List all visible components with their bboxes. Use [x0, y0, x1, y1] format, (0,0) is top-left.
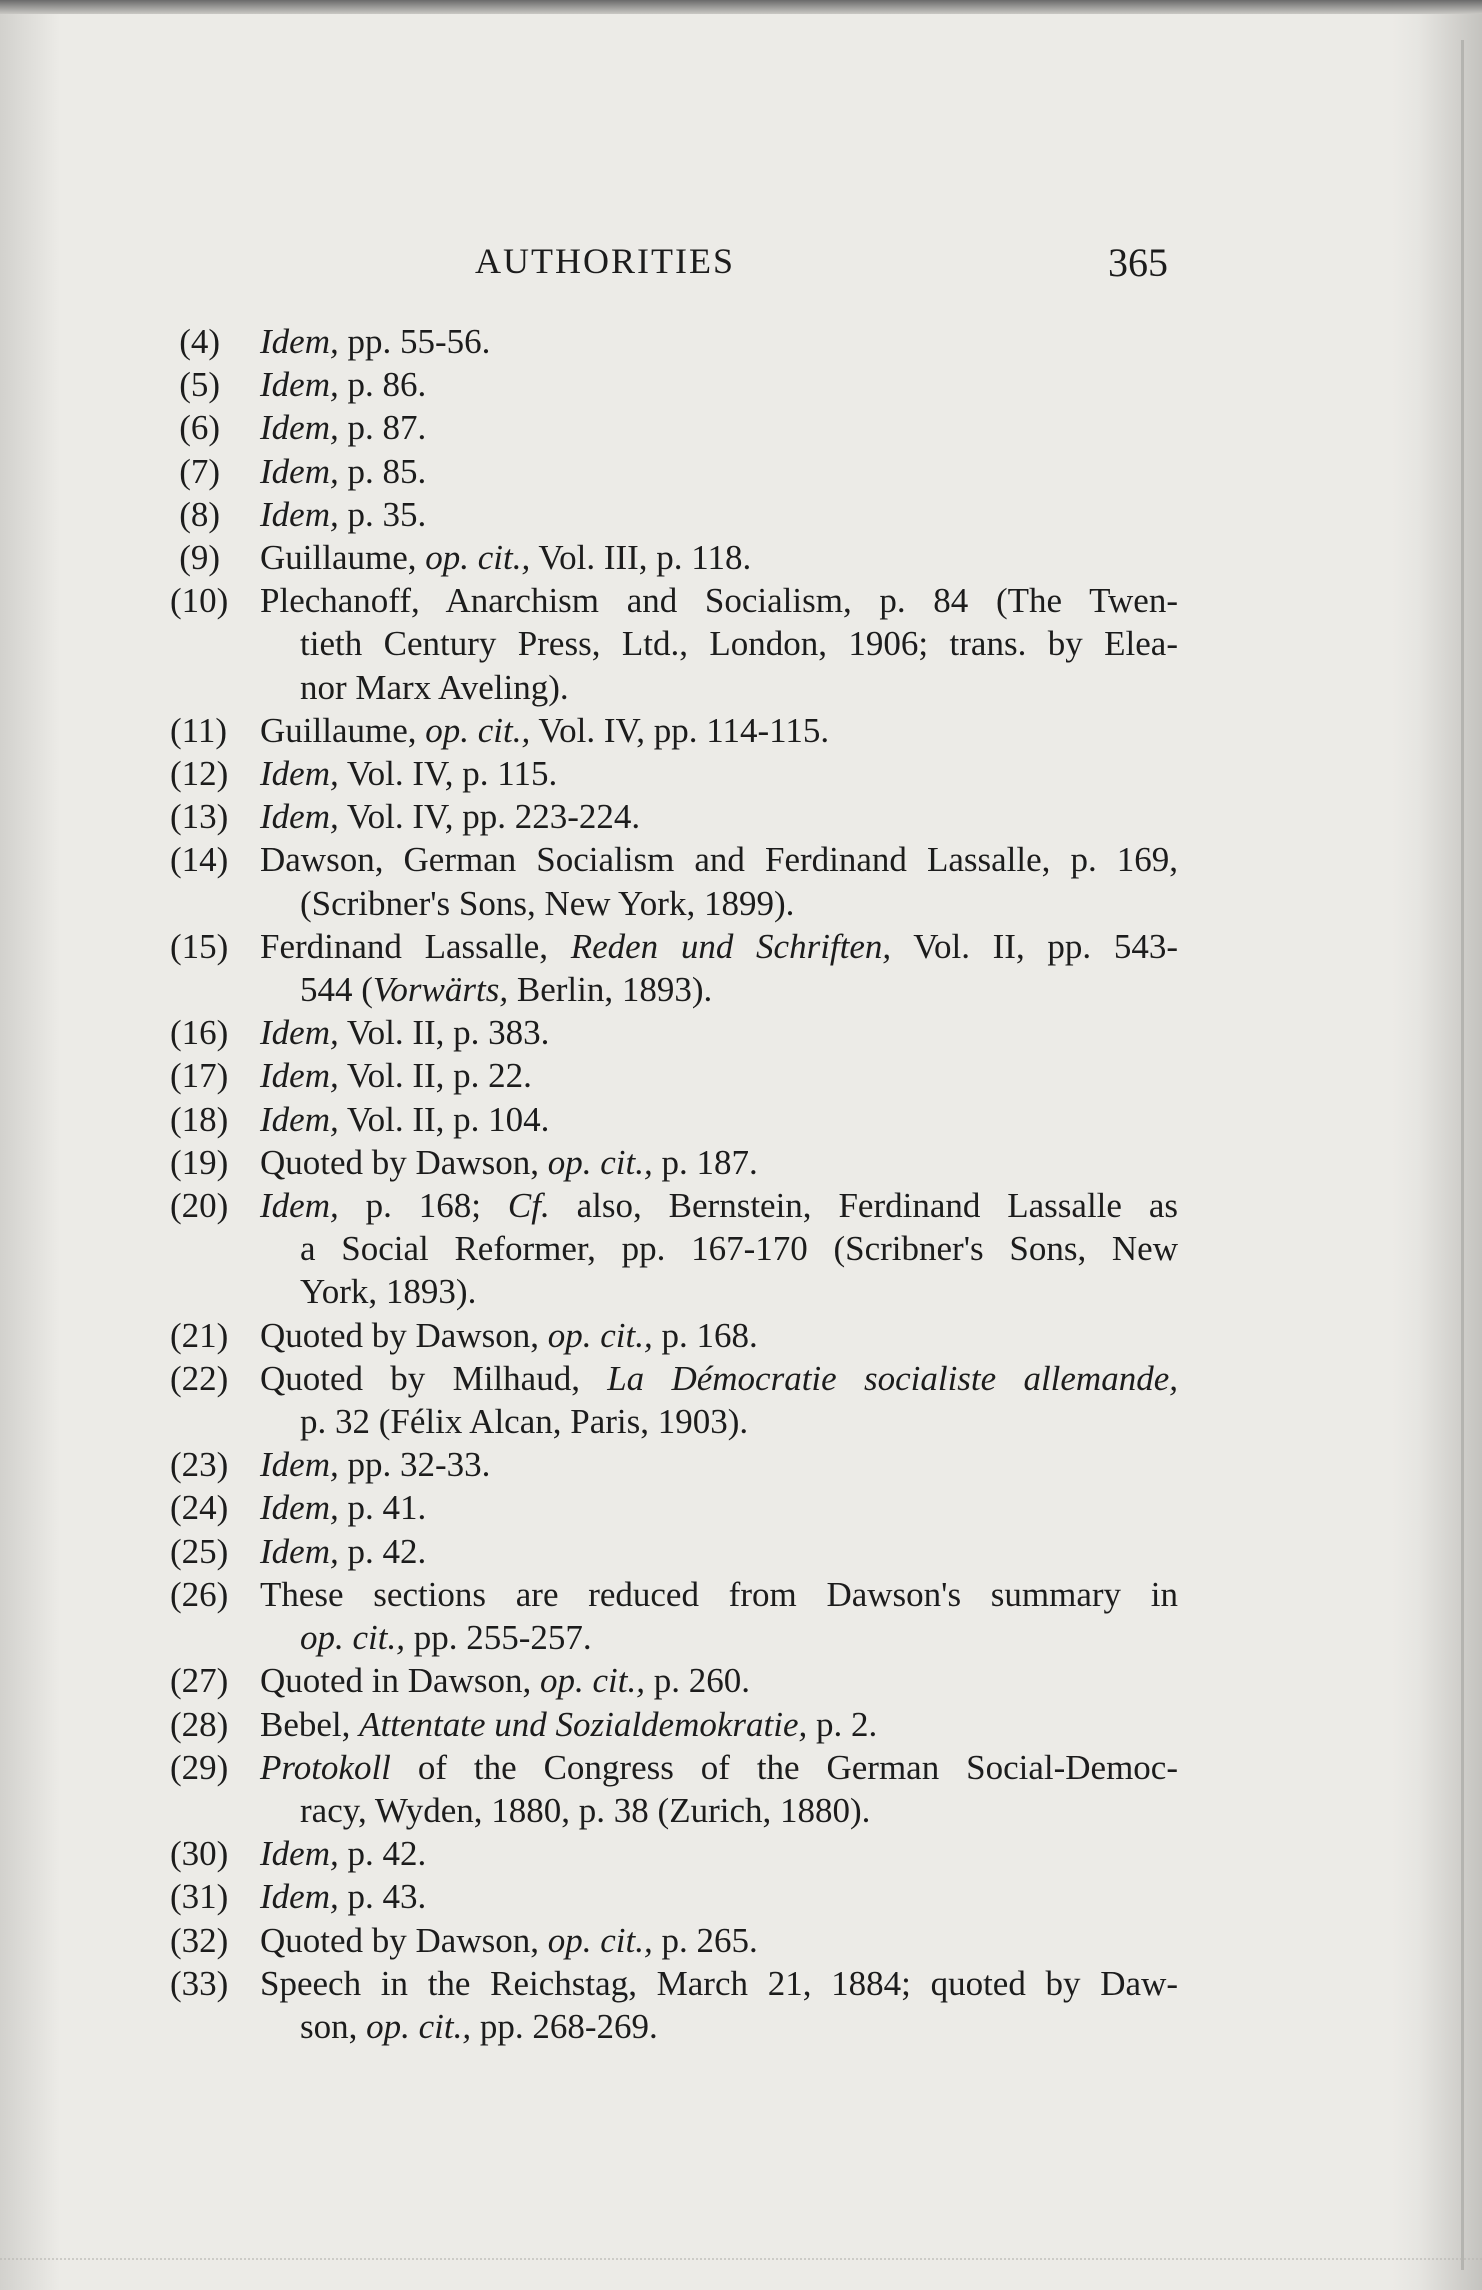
italic-segment: Idem,: [260, 1056, 339, 1096]
footnote-item: [178, 536, 1178, 579]
text-segment: tieth Century Press, Ltd., London, 1906; trans. by Elea-: [300, 624, 1178, 664]
text-segment: a Social Reformer, pp. 167-170 (Scribner's Sons, New: [300, 1229, 1178, 1269]
italic-segment: Idem,: [260, 1013, 339, 1053]
footnote-number: (6): [179, 408, 220, 448]
footnote-line: [260, 1054, 1178, 1097]
italic-segment: Idem,: [260, 754, 339, 794]
text-segment: p. 85.: [338, 451, 427, 491]
footnote-line: [260, 666, 1178, 709]
footnote-text: [260, 1098, 1178, 1141]
footnote-line: [260, 579, 1178, 622]
italic-segment: Idem,: [260, 408, 339, 448]
italic-segment: Idem,: [260, 1834, 339, 1874]
footnote-number: (9): [179, 538, 220, 578]
page-number: 365: [1108, 240, 1168, 285]
text-segment: p. 260.: [644, 1661, 750, 1701]
text-segment: p. 42.: [338, 1834, 427, 1874]
text-segment: racy, Wyden, 1880, p. 38 (Zurich, 1880).: [300, 1790, 871, 1830]
footnote-line: [260, 1875, 1178, 1918]
text-segment: nor Marx Aveling).: [300, 667, 569, 707]
italic-segment: op. cit.,: [425, 538, 531, 578]
text-segment: p. 35.: [338, 494, 427, 534]
footnote-item: [170, 1832, 1178, 1875]
footnote-text: [260, 1184, 1178, 1314]
footnote-item: [170, 709, 1178, 752]
footnote-text: [260, 838, 1178, 924]
footnote-number: (21): [170, 1315, 229, 1355]
footnote-line: [260, 1011, 1178, 1054]
text-segment: Dawson, German Socialism and Ferdinand Lassalle, p. 169,: [260, 840, 1178, 880]
italic-segment: Idem,: [260, 1186, 339, 1226]
text-segment: pp. 255-257.: [404, 1618, 592, 1658]
footnote-text: [260, 536, 1178, 579]
footnote-item: [170, 925, 1179, 1011]
text-segment: p. 87.: [338, 408, 427, 448]
footnote-line: [260, 450, 1178, 493]
footnote-item: [170, 752, 1178, 795]
footnote-item: [170, 1962, 1178, 2048]
footnote-number: (25): [170, 1531, 229, 1571]
italic-segment: Reden und Schriften,: [570, 926, 892, 966]
text-segment: Bebel,: [260, 1704, 360, 1744]
text-segment: Berlin, 1893).: [508, 970, 713, 1010]
footnote-item: [170, 1357, 1178, 1443]
footnote-item: [170, 1875, 1178, 1918]
footnote-item: [170, 1659, 1178, 1702]
footnote-text: [260, 1141, 1178, 1184]
text-segment: p. 187.: [652, 1142, 758, 1182]
footnote-text: [260, 1703, 1178, 1746]
footnote-line: [260, 1314, 1178, 1357]
footnote-item: [170, 1443, 1178, 1486]
text-segment: These sections are reduced from Dawson's summary in: [260, 1574, 1178, 1614]
footnote-text: [260, 1919, 1178, 1962]
text-segment: Quoted by Milhaud,: [260, 1358, 608, 1398]
footnote-line: [260, 363, 1178, 406]
text-segment: Quoted by Dawson,: [260, 1920, 548, 1960]
footnote-item: [170, 1011, 1178, 1054]
footnote-number: (33): [170, 1963, 229, 2003]
footnote-number: (24): [170, 1488, 229, 1528]
text-segment: of the Congress of the German Social-Democ-: [390, 1747, 1178, 1787]
italic-segment: Idem,: [260, 1531, 339, 1571]
text-segment: p. 41.: [338, 1488, 427, 1528]
text-segment: Speech in the Reichstag, March 21, 1884; quoted by Daw-: [260, 1963, 1178, 2003]
text-segment: Vol. II, p. 22.: [338, 1056, 532, 1096]
text-segment: Plechanoff, Anarchism and Socialism, p. 84 (The Twen-: [260, 581, 1178, 621]
footnote-item: [170, 1141, 1178, 1184]
footnote-item: [170, 1098, 1178, 1141]
footnote-text: [260, 1573, 1178, 1659]
footnote-item: [178, 493, 1178, 536]
text-segment: Guillaume,: [260, 538, 426, 578]
footnote-text: [260, 1875, 1178, 1918]
footnote-number: (16): [170, 1013, 229, 1053]
footnote-line: [260, 536, 1178, 579]
text-segment: p. 42.: [338, 1531, 427, 1571]
footnote-item: [170, 1573, 1178, 1659]
footnote-text: [260, 493, 1178, 536]
italic-segment: Attentate und Sozialdemokratie,: [359, 1704, 808, 1744]
text-segment: p. 168;: [338, 1186, 508, 1226]
footnote-number: (5): [179, 365, 220, 405]
footnote-number: (7): [179, 451, 220, 491]
footnote-line: [260, 1746, 1178, 1789]
footnote-item: [170, 1919, 1178, 1962]
footnote-number: (18): [170, 1099, 229, 1139]
text-segment: Quoted in Dawson,: [260, 1661, 540, 1701]
footnote-item: [178, 320, 1178, 363]
footnote-line: [260, 968, 1178, 1011]
footnote-item: [170, 579, 1178, 709]
italic-segment: Idem,: [260, 1488, 339, 1528]
footnote-number: (29): [170, 1747, 229, 1787]
footnote-number: (14): [170, 840, 229, 880]
footnote-text: [260, 925, 1178, 1011]
text-segment: (Scribner's Sons, New York, 1899).: [300, 883, 795, 923]
italic-segment: op. cit.,: [425, 710, 531, 750]
text-segment: Vol. III, p. 118.: [530, 538, 752, 578]
footnote-number: (13): [170, 797, 229, 837]
footnote-text: [260, 579, 1178, 709]
footnote-text: [260, 709, 1178, 752]
footnote-line: [260, 1270, 1178, 1313]
text-segment: p. 168.: [652, 1315, 758, 1355]
text-segment: 544 (: [300, 970, 373, 1010]
italic-segment: Idem,: [260, 365, 339, 405]
text-segment: p. 265.: [652, 1920, 758, 1960]
text-segment: pp. 268-269.: [471, 2006, 658, 2046]
footnote-item: [170, 795, 1178, 838]
footnote-line: [260, 1227, 1178, 1270]
footnote-line: [260, 752, 1178, 795]
footnote-line: [260, 1443, 1178, 1486]
footnote-number: (30): [170, 1834, 229, 1874]
footnote-line: [260, 1919, 1178, 1962]
footnote-number: (17): [170, 1056, 229, 1096]
footnote-text: [260, 320, 1178, 363]
footnote-item: [170, 1746, 1178, 1832]
footnote-text: [260, 752, 1178, 795]
text-segment: Quoted by Dawson,: [260, 1315, 548, 1355]
text-segment: Vol. II, pp. 543-: [891, 926, 1179, 966]
footnote-item: [170, 1530, 1178, 1573]
text-segment: also, Bernstein, Ferdinand Lassalle as: [549, 1186, 1178, 1226]
italic-segment: Protokoll: [260, 1747, 391, 1787]
italic-segment: Idem,: [260, 451, 339, 491]
footnote-text: [260, 1832, 1178, 1875]
running-title: AUTHORITIES: [475, 241, 735, 281]
footnote-text: [260, 1357, 1178, 1443]
text-segment: p. 2.: [807, 1704, 878, 1744]
italic-segment: Vorwärts,: [372, 970, 509, 1010]
footnote-number: (32): [170, 1920, 229, 1960]
footnote-line: [260, 1962, 1178, 2005]
footnote-line: [260, 1789, 1178, 1832]
footnote-number: (26): [170, 1574, 229, 1614]
footnote-line: [260, 2005, 1178, 2048]
footnote-item: [178, 363, 1178, 406]
footnote-text: [260, 450, 1178, 493]
text-segment: Vol. IV, p. 115.: [338, 754, 558, 794]
running-head: [0, 236, 1482, 286]
text-segment: Quoted by Dawson,: [260, 1142, 548, 1182]
footnote-line: [260, 1573, 1178, 1616]
footnote-line: [260, 882, 1178, 925]
footnote-text: [260, 1962, 1178, 2048]
italic-segment: La Démocratie socialiste allemande,: [607, 1358, 1178, 1398]
footnote-line: [260, 1659, 1178, 1702]
text-segment: Vol. II, p. 383.: [338, 1013, 550, 1053]
footnote-item: [178, 406, 1178, 449]
footnote-line: [260, 493, 1178, 536]
footnote-line: [260, 1357, 1178, 1400]
footnote-item: [170, 1054, 1178, 1097]
text-segment: pp. 55-56.: [338, 322, 491, 361]
footnote-text: [260, 1659, 1178, 1702]
italic-segment: Cf.: [507, 1186, 550, 1226]
footnote-number: (23): [170, 1445, 229, 1485]
footnote-number: (28): [170, 1704, 229, 1744]
footnote-line: [260, 622, 1178, 665]
footnote-number: (27): [170, 1661, 229, 1701]
footnote-item: [170, 1314, 1178, 1357]
italic-segment: op. cit.,: [547, 1315, 653, 1355]
footnote-number: (20): [170, 1186, 229, 1226]
scan-specks: [0, 2250, 1482, 2260]
text-segment: p. 43.: [338, 1877, 427, 1917]
footnote-item: [170, 838, 1178, 924]
footnote-line: [260, 1141, 1178, 1184]
footnote-list: [170, 320, 1179, 2048]
footnote-line: [260, 1486, 1178, 1529]
footnote-line: [260, 1400, 1178, 1443]
footnote-text: [260, 1486, 1178, 1529]
footnote-line: [260, 1703, 1178, 1746]
footnote-line: [260, 709, 1178, 752]
italic-segment: Idem,: [260, 494, 339, 534]
italic-segment: op. cit.,: [547, 1920, 653, 1960]
text-segment: Vol. IV, pp. 223-224.: [338, 797, 641, 837]
footnote-item: [170, 1486, 1178, 1529]
footnote-line: [260, 320, 1178, 363]
text-segment: son,: [300, 2006, 367, 2046]
footnote-number: (11): [170, 710, 228, 750]
footnote-number: (10): [170, 581, 229, 621]
footnote-text: [260, 1530, 1178, 1573]
footnote-line: [260, 838, 1178, 881]
italic-segment: Idem,: [260, 1877, 339, 1917]
footnote-number: (19): [170, 1142, 229, 1182]
italic-segment: Idem,: [260, 1099, 339, 1139]
italic-segment: op. cit.,: [300, 1618, 405, 1658]
footnote-text: [260, 1054, 1178, 1097]
text-segment: York, 1893).: [300, 1272, 477, 1312]
footnote-number: (12): [170, 754, 229, 794]
text-segment: Guillaume,: [260, 710, 426, 750]
italic-segment: Idem,: [260, 1445, 339, 1485]
footnote-number: (22): [170, 1358, 229, 1398]
footnote-text: [260, 406, 1178, 449]
text-segment: Vol. II, p. 104.: [338, 1099, 550, 1139]
text-segment: p. 86.: [338, 365, 427, 405]
footnote-line: [260, 1832, 1178, 1875]
text-segment: pp. 32-33.: [338, 1445, 491, 1485]
footnote-text: [260, 363, 1178, 406]
italic-segment: Idem,: [260, 322, 339, 361]
footnote-line: [260, 795, 1178, 838]
footnote-number: (15): [170, 926, 229, 966]
footnote-text: [260, 795, 1178, 838]
footnote-line: [260, 1184, 1178, 1227]
footnote-number: (31): [170, 1877, 229, 1917]
footnote-line: [260, 1530, 1178, 1573]
footnote-number: (4): [179, 322, 220, 361]
footnote-text: [260, 1314, 1178, 1357]
footnote-item: [170, 1184, 1178, 1314]
footnote-number: (8): [179, 494, 220, 534]
footnote-line: [260, 1616, 1178, 1659]
footnote-text: [260, 1443, 1178, 1486]
text-segment: Ferdinand Lassalle,: [260, 926, 571, 966]
italic-segment: Idem,: [260, 797, 339, 837]
italic-segment: op. cit.,: [547, 1142, 653, 1182]
text-segment: Vol. IV, pp. 114-115.: [530, 710, 830, 750]
footnote-item: [178, 450, 1178, 493]
text-segment: p. 32 (Félix Alcan, Paris, 1903).: [300, 1402, 749, 1442]
footnote-item: [170, 1703, 1178, 1746]
footnote-text: [260, 1011, 1178, 1054]
footnote-line: [260, 925, 1178, 968]
footnote-line: [260, 406, 1178, 449]
italic-segment: op. cit.,: [539, 1661, 645, 1701]
italic-segment: op. cit.,: [366, 2006, 472, 2046]
footnote-line: [260, 1098, 1178, 1141]
footnote-text: [260, 1746, 1178, 1832]
